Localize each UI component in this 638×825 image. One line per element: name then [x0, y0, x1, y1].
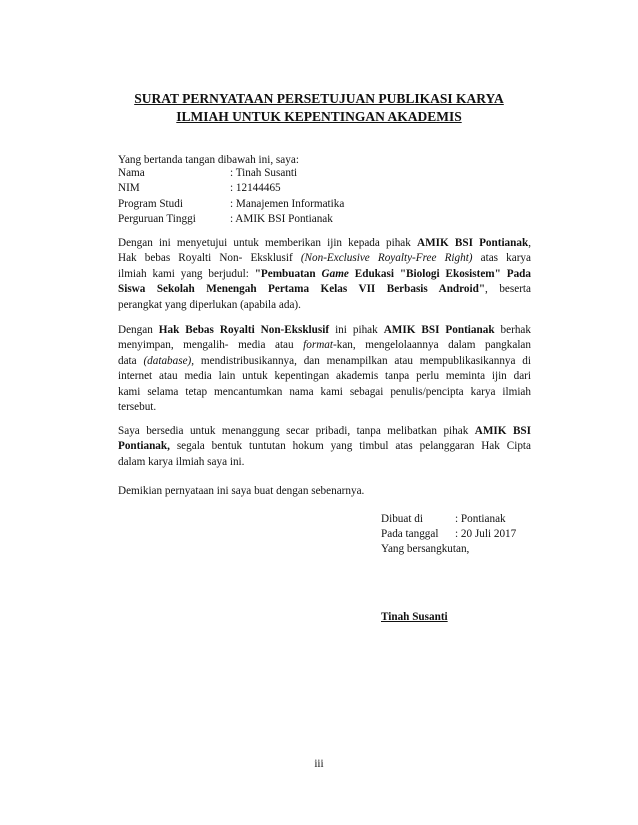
paragraph-line: Demikian pernyataan ini saya buat dengan sebenarnya.: [118, 485, 365, 497]
paragraph-line: tersebut.: [118, 401, 157, 414]
signer-name: Tinah Susanti: [381, 611, 448, 623]
signature-details: [381, 512, 516, 543]
identity-label: Program Studi: [118, 197, 183, 210]
intro-text: Yang bertanda tangan dibawah ini, saya:: [118, 154, 299, 166]
paragraph-line: internet atau media lain untuk kepentingan akademis tanpa perlu meminta ijin dari: [118, 370, 531, 383]
identity-label: NIM: [118, 182, 140, 195]
consent-paragraph: [118, 236, 531, 313]
paragraph-line: ilmiah kami yang berjudul: "Pembuatan Game Edukasi "Biologi Ekosistem" Pada: [118, 267, 531, 280]
identity-row: [118, 166, 344, 181]
liability-paragraph: [118, 424, 531, 470]
paragraph-line: dalam karya ilmiah saya ini.: [118, 455, 245, 468]
title-line-2: ILMIAH UNTUK KEPENTINGAN AKADEMIS: [176, 109, 462, 124]
identity-value: : Manajemen Informatika: [230, 197, 345, 210]
place-label: Dibuat di: [381, 513, 423, 525]
identity-row: [118, 212, 344, 227]
date-label: Pada tanggal: [381, 528, 439, 541]
paragraph-line: kami selama tetap mencantumkan nama kami sebagai penulis/pencipta karya ilmiah: [118, 385, 531, 398]
rights-paragraph: [118, 323, 531, 415]
identity-value: : 12144465: [230, 182, 281, 195]
identity-label: Perguruan Tinggi: [118, 213, 196, 226]
identity-row: [118, 197, 344, 212]
paragraph-line: Dengan Hak Bebas Royalti Non-Eksklusif ini pihak AMIK BSI Pontianak berhak: [118, 324, 531, 336]
paragraph-line: Pontianak, segala bentuk tuntutan hokum yang timbul atas pelanggaran Hak Cipta: [118, 440, 531, 453]
identity-label: Nama: [118, 167, 145, 179]
paragraph-line: Siswa Sekolah Menengah Pertama Kelas VII Berbasis Android", beserta: [118, 283, 531, 296]
paragraph-line: Saya bersedia untuk menanggung secar pribadi, tanpa melibatkan pihak AMIK BSI: [118, 425, 532, 437]
signature-row: [381, 527, 516, 542]
paragraph-line: Hak bebas Royalti Non- Eksklusif (Non-Exclusive Royalty-Free Right) atas karya: [118, 252, 531, 265]
identity-row: [118, 181, 344, 196]
paragraph-line: perangkat yang diperlukan (apabila ada).: [118, 298, 301, 311]
identity-table: [118, 166, 344, 228]
regards-text: Yang bersangkutan,: [381, 543, 470, 555]
identity-value: : Tinah Susanti: [230, 167, 298, 179]
date-value: : 20 Juli 2017: [455, 528, 517, 541]
paragraph-line: Dengan ini menyetujui untuk memberikan ijin kepada pihak AMIK BSI Pontianak,: [118, 237, 531, 249]
place-value: : Pontianak: [455, 513, 506, 525]
document-title: [100, 90, 538, 126]
page-number: iii: [314, 758, 324, 770]
closing-paragraph: [118, 484, 531, 499]
identity-value: : AMIK BSI Pontianak: [230, 213, 333, 226]
signature-row: [381, 512, 516, 527]
paragraph-line: menyimpan, mengalih- media atau format-kan, mengelolaannya dalam pangkalan: [118, 339, 531, 352]
paragraph-line: data (database), mendistribusikannya, dan menampilkan atau mempublikasikannya di: [118, 354, 531, 367]
title-line-1: SURAT PERNYATAAN PERSETUJUAN PUBLIKASI KARYA: [134, 91, 504, 106]
